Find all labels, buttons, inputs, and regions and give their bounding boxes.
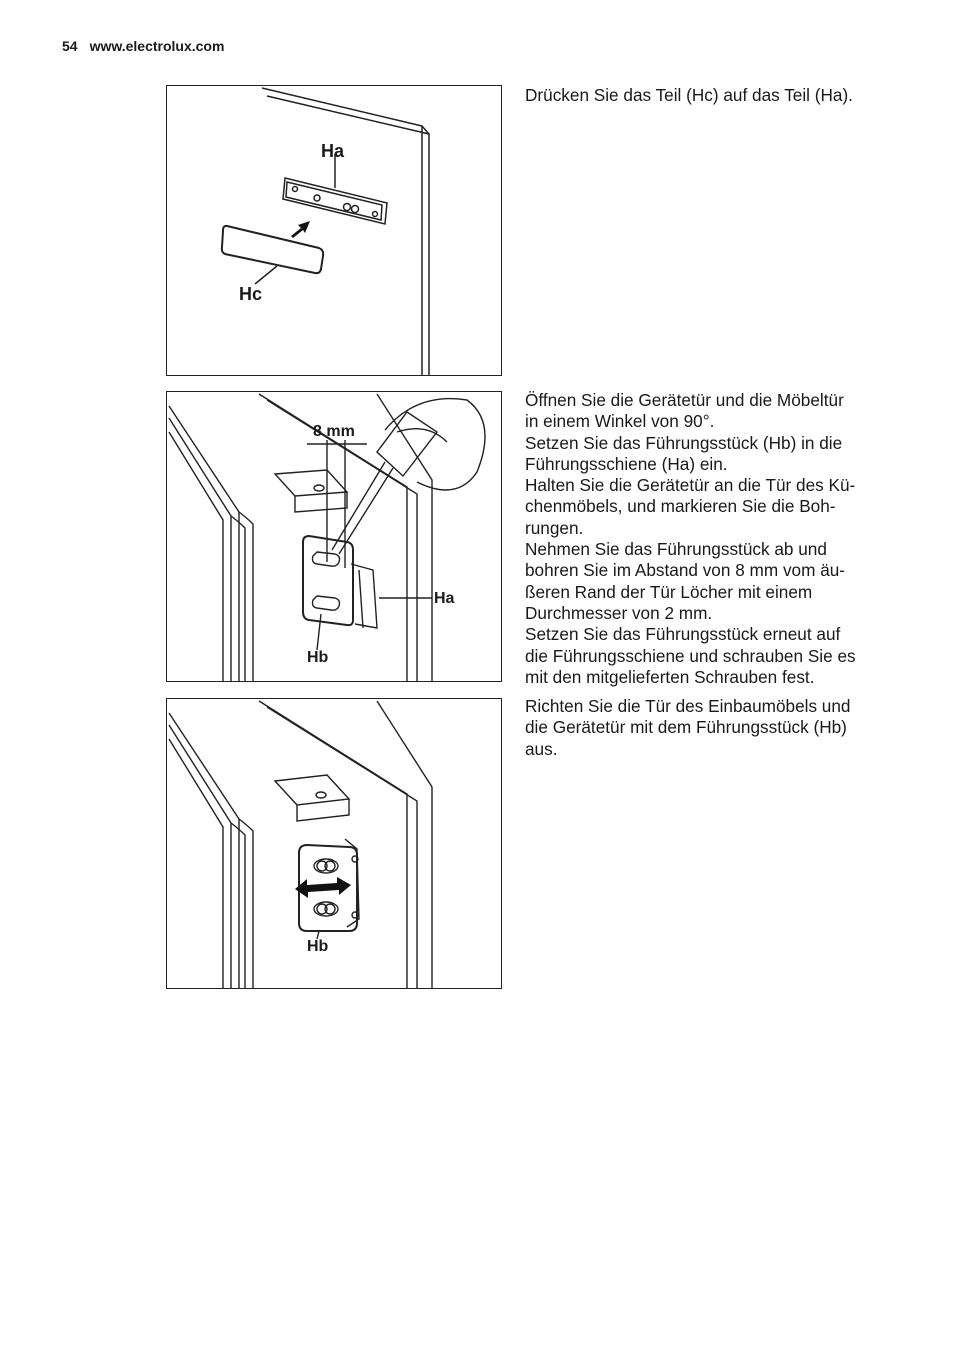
figure-mark-and-drill — [166, 391, 502, 682]
text-line: Nehmen Sie das Führungsstück ab und — [525, 539, 827, 560]
text-line: aus. — [525, 738, 558, 759]
step-3-text — [525, 696, 895, 760]
label-hc: Hc — [239, 284, 263, 304]
illustration-drilling — [167, 392, 501, 681]
text-line: die Führungsschiene und schrauben Sie es — [525, 645, 856, 666]
label-hb: Hb — [307, 938, 329, 955]
text-line: bohren Sie im Abstand von 8 mm vom äu- — [525, 560, 846, 581]
text-line: Setzen Sie das Führungsstück erneut auf — [525, 624, 841, 645]
text-line: rungen. — [525, 517, 584, 538]
text-line: Richten Sie die Tür des Einbaumöbels und — [525, 696, 851, 716]
illustration-align — [167, 699, 501, 988]
text-line: Führungsschiene (Ha) ein. — [525, 453, 728, 474]
page-number: 54 — [62, 38, 78, 54]
arrow-icon — [291, 221, 310, 238]
text-line: Durchmesser von 2 mm. — [525, 602, 713, 623]
illustration-cover-rail — [167, 86, 501, 375]
text-line: Öffnen Sie die Gerätetür und die Möbeltür — [525, 390, 844, 410]
text-line: Halten Sie die Gerätetür an die Tür des Kü- — [525, 475, 856, 496]
text-line: mit den mitgelieferten Schrauben fest. — [525, 666, 815, 687]
step-2-text — [525, 390, 895, 688]
text-line: in einem Winkel von 90°. — [525, 411, 715, 432]
text-line: Drücken Sie das Teil (Hc) auf das Teil (Ha). — [525, 85, 853, 105]
page-header — [62, 38, 224, 54]
figure-press-cover-onto-rail — [166, 85, 502, 376]
label-ha: Ha — [321, 141, 345, 161]
figure-align-doors — [166, 698, 502, 989]
text-line: Setzen Sie das Führungsstück (Hb) in die — [525, 432, 843, 453]
label-ha: Ha — [434, 590, 455, 607]
label-hb: Hb — [307, 649, 329, 666]
text-line: die Gerätetür mit dem Führungsstück (Hb) — [525, 717, 847, 738]
label-8mm: 8 mm — [313, 423, 355, 440]
step-1-text — [525, 85, 895, 106]
text-line: chenmöbels, und markieren Sie die Boh- — [525, 496, 836, 517]
text-line: ßeren Rand der Tür Löcher mit einem — [525, 581, 813, 602]
website-url: www.electrolux.com — [89, 38, 225, 54]
